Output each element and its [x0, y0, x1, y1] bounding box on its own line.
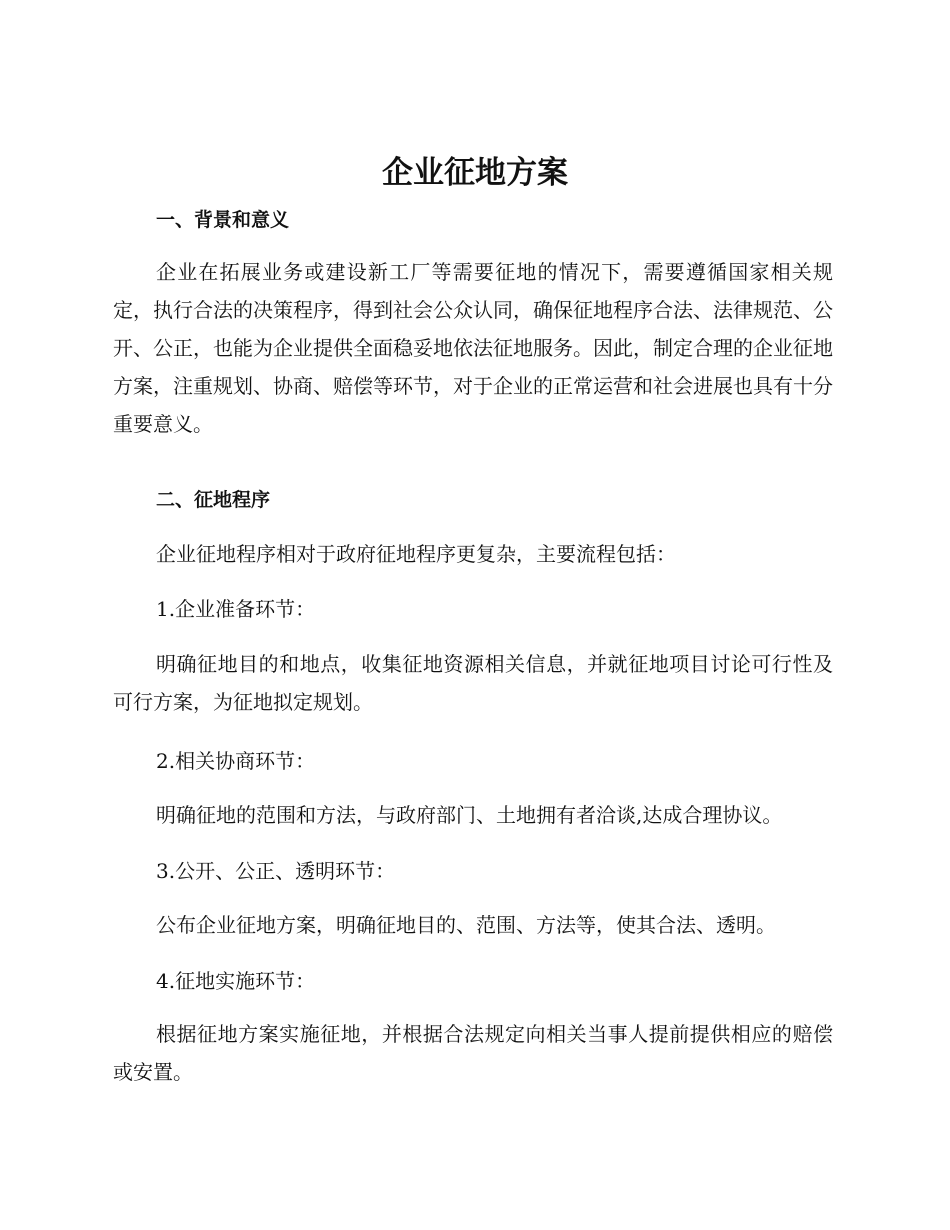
section-heading-procedure: 二、征地程序	[156, 489, 271, 511]
section-heading-background: 一、背景和意义	[156, 209, 290, 231]
step-label: 1.企业准备环节：	[156, 597, 316, 621]
background-paragraph: 企业在拓展业务或建设新工厂等需要征地的情况下，需要遵循国家相关规定，执行合法的决策程序，得到社会公众认同，确保征地程序合法、法律规范、公开、公正，也能为企业提供全面稳妥地依法征地服务。因此，制定合理的企业征地方案，注重规划、协商、赔偿等环节，对于企业的正常运营和社会进展也具有十分重要意义。	[113, 260, 833, 436]
step-label: 2.相关协商环节：	[156, 749, 316, 773]
step-text: 公布企业征地方案，明确征地目的、范围、方法等，使其合法、透明。	[156, 913, 776, 937]
step-text: 根据征地方案实施征地，并根据合法规定向相关当事人提前提供相应的赔偿或安置。	[113, 1022, 833, 1084]
procedure-intro: 企业征地程序相对于政府征地程序更复杂，主要流程包括：	[156, 542, 676, 566]
page-title: 企业征地方案	[382, 155, 568, 191]
step-text: 明确征地目的和地点，收集征地资源相关信息，并就征地项目讨论可行性及可行方案，为征地拟定规划。	[113, 652, 833, 714]
step-label: 4.征地实施环节：	[156, 969, 316, 993]
step-label: 3.公开、公正、透明环节：	[156, 859, 396, 883]
step-text: 明确征地的范围和方法，与政府部门、土地拥有者洽谈,达成合理协议。	[156, 803, 783, 827]
